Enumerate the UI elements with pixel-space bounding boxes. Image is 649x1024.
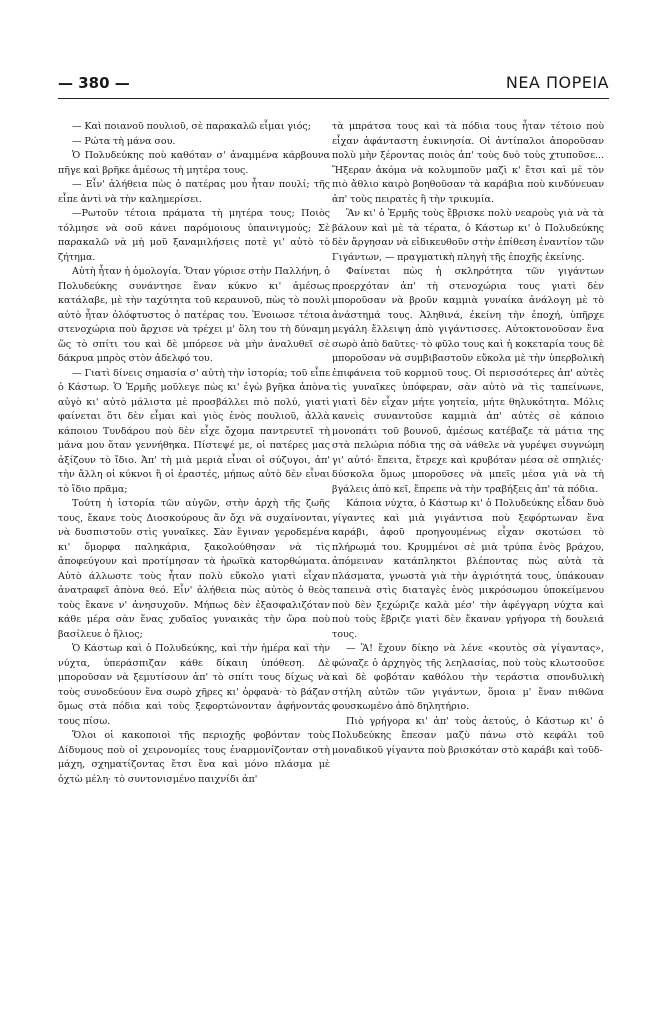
paragraph: — Ἂ! ἔχουν δίκηο νὰ λένε «κουτὸς σὰ γίγαντας», φώναζε ὁ ἀρχηγὸς τῆς λεηλασίας, ποὺ τοὺς κλωτσοῦσε καὶ δὲ φοβόταν καθόλου τὴν τεράστια σπονδυλικὴ στήλη αὐτῶν τῶν γιγάντων, ὅμοια μ' ἕναν πιθῶνα φουσκωμένο ἀπὸ δηλητήριο. bbox=[332, 643, 604, 712]
page-number: — 380 — bbox=[58, 74, 130, 92]
paragraph: Αὐτὴ ἦταν ἡ ὁμολογία. Ὅταν γύρισε στὴν Παλλήνη, ὁ Πολυδεύκης συνάντησε ἕναν κύκνο κι' ἀμέσως κατάλαβε, μὲ τὴν ταχύτητα τοῦ κεραυνοῦ, πὼς τὸ πουλὶ αὐτὸ ἦταν ὀλόφτυστος ὁ πατέρας του. Ἐνοιωσε τέτοια στενοχώρια ποὺ ἄρχισε νὰ τρέχει μ' ὅλη του τὴ δύναμη ὥς τὸ σπίτι του καὶ δὲ μπόρεσε νὰ μὴν ἀναλυθεῖ σὲ δάκρυα μπρὸς στὸν ἀδελφό του. bbox=[58, 266, 330, 364]
paragraph: Ὁ Πολυδεύκης ποὺ καθόταν σ' ἀναμμένα κάρβουνα πῆγε καὶ βρῆκε ἀμέσως τὴ μητέρα τους. bbox=[58, 150, 330, 176]
page-header bbox=[58, 72, 609, 99]
paragraph: —Ρωτοῦν τέτοια πράματα τὴ μητέρα τους; Ποιὸς τόλμησε νὰ σοῦ κάνει παρόμοιους ὑπαινιγμούς; Σὲ παρακαλῶ νὰ μὴ μοῦ ξαναμιλήσεις ποτὲ γι' αὐτὸ τὸ ζήτημα. bbox=[58, 208, 330, 263]
left-column bbox=[58, 120, 330, 787]
paragraph: Ὅλοι οἱ κακοποιοὶ τῆς περιοχῆς φοβόνταν τοὺς Δίδυμους ποὺ οἱ χειρονομίες τους ἐναρμονίζονταν στὴ μάχη, σχηματίζοντας ἔτσι ἕνα καὶ μόνο πλάσμα μὲ ὀχτὼ μέλη· τὸ συντονισμένο παιχνίδι ἀπ' bbox=[58, 730, 330, 785]
paragraph: Ὁ Κάστωρ καὶ ὁ Πολυδεύκης, καὶ τὴν ἡμέρα καὶ τὴν νύχτα, ὑπεράσπιζαν κάθε δίκαιη ὑπόθεση. Δὲ μποροῦσαν νὰ ξεμυτίσουν ἀπ' τὸ σπίτι τους δίχως νὰ τοὺς συνοδεύουν ἕνα σωρὸ χῆρες κι' ὀρφανὰ· τὸ βάζαν ὅμως στὰ πόδια καὶ τοὺς ξεφορτώνονταν ἀφήνοντάς τους πίσω. bbox=[58, 643, 330, 727]
paragraph: Ἂν κι' ὁ Ἑρμῆς τοὺς ἔβρισκε πολὺ νεαροὺς γιὰ νὰ τὰ βάλουν καὶ μὲ τὰ τέρατα, ὁ Κάστωρ κι' ὁ Πολυδεύκης δὲν ἄργησαν νὰ εἰδικευθοῦν στὴν ἐπίθεση ἐναντίον τῶν Γιγάντων, — πραγματικὴ πληγὴ τῆς ἐποχῆς ἐκείνης. bbox=[332, 208, 604, 263]
paragraph: — Ρώτα τὴ μάνα σου. bbox=[72, 135, 176, 147]
paragraph: Πιὸ γρήγορα κι' ἀπ' τοὺς ἀετούς, ὁ Κάστωρ κι' ὁ Πολυδεύκης ἔπεσαν μαζὺ πάνω στὸ κεφάλι τοῦ μοναδικοῦ γίγαντα ποὺ βρισκόταν στὸ καράβι καὶ τοῦδ- bbox=[332, 715, 604, 756]
paragraph: τὰ μπράτσα τους καὶ τὰ πόδια τους ἦταν τέτοιο ποὺ εἶχαν ἀφάνταστη ἐυκινησία. Οἱ ἀντίπαλοι ἀποροῦσαν πολὺ μὴν ξέροντας ποιὸς ἀπ' τοὺς δυὸ τοὺς χτυποῦσε... Ἤξεραν ἀκόμα νὰ κολυμποῦν μαζὶ κ' ἔτσι καὶ μὲ τὸν πιὸ ἄθλιο καιρὸ βοηθοῦσαν τὰ καράβια ποὺ κινδύνευαν ἀπ' τοὺς πειρατὲς ἢ τὴν τρικυμία. bbox=[332, 121, 604, 205]
paragraph: — Εἶν' ἀλήθεια πὼς ὁ πατέρας μου ἦταν πουλί; τῆς εἶπε ἀντὶ νὰ τὴν καλημερίσει. bbox=[58, 179, 330, 205]
paragraph: — Καὶ ποιανοῦ πουλιοῦ, σὲ παρακαλῶ εἶμαι γιός; bbox=[72, 121, 311, 132]
paragraph: Φαίνεται πὼς ἡ σκληρότητα τῶν γιγάντων προερχόταν ἀπ' τὴ στενοχώρια τους γιατὶ δὲν μποροῦσαν νὰ βροῦν καμμιὰ γυναίκα ἀνάλογη μὲ τὸ ἀνάστημά τους. Ἀληθινά, ἐκείνη τὴν ἐποχή, ὑπῆρχε μεγάλη ἔλλειψη ἀπὸ γιγάντισσες. Αὐτοκτονοῦσαν ἕνα σωρὸ ἀπὸ δαῦτες· τὸ φῦλο τους καὶ ἡ κοκεταρία τους δὲ μποροῦσαν νὰ συμβιβαστοῦν εὔκολα μὲ τὴν ὑπερβολικὴ ἐπιφάνεια τοῦ κορμιοῦ τους. Οἱ περισσότερες ἀπ' αὐτὲς τὶς γυναῖκες ὑπόφεραν, σὰν αὐτὸ νὰ τὶς ταπείνωνε, γιατὶ δὲν εἶχαν μήτε γοητεία, μήτε θηλυκότητα. Μόλις κανεὶς συναντοῦσε καμμιὰ ἀπ' αὐτὲς σὲ κάποιο μονοπάτι τοῦ βουνοῦ, ἀμέσως κατέβαζε τὰ μάτια της στὰ πελώρια πόδια της σὰ νάθελε νὰ γυρέψει συγνώμη γι' αὐτό· ἔπειτα, ἔτρεχε καὶ κρυβόταν μέσα σὲ σπηλιές· δύσκολα ὅμως μποροῦσες νὰ μπεῖς μέσα γιὰ νὰ τὴ βγάλεις ἀπὸ κεῖ, ἔπρεπε νὰ τὴν τραβήξεις ἀπ' τὰ πόδια. bbox=[332, 266, 604, 495]
paragraph: — Γιατὶ δίνεις σημασία σ' αὐτὴ τὴν ἱστορία; τοῦ εἶπε ὁ Κάστωρ. Ὁ Ἑρμῆς μοῦλεγε πὼς κι' ἐγὼ βγῆκα ἀπὸνα αὐγὸ κι' αὐτὸ μάλιστα μὲ προσβάλλει πιὸ πολύ, γιατὶ φαίνεται ὅτι δὲν εἶμαι καὶ γιὸς ἑνὸς πουλιοῦ, ἀλλὰ κάποιου Τυνδάρου ποὺ δὲν εἶχε ὄχομα παντρευτεῖ τὴ μάνα μου ὅταν γεννήθηκα. Πίστεψέ με, οἱ πατέρες μας ἀξίζουν τὸ ἴδιο. Ἀπ' τὴ μιὰ μεριὰ εἶναι οἱ σύζυγοι, ἀπ' τὴν ἄλλη οἱ κύκνοι ἢ οἱ ἐραστές, μήπως αὐτὸ δὲν εἶναι τὸ ἴδιο πρᾶμα; bbox=[58, 367, 330, 495]
paragraph: Τούτη ἡ ἱστορία τῶν αὐγῶν, στὴν ἀρχὴ τῆς ζωῆς τους, ἔκανε τοὺς Διοσκούρους ἄν ὄχι νὰ συχαίνονται, νὰ δυσπιστοῦν στὶς γυναῖκες. Σὰν ἔγιναν γεροδεμένα κι' ὄμορφα παληκάρια, ξακολούθησαν νὰ τὶς ἀποφεύγουν καὶ προτίμησαν τὰ ἡρωϊκὰ κατορθώματα. Αὐτὸ άλλωστε τοὺς ἦταν πολὺ εὔκολο γιατὶ εἶχαν ἀνατραφεῖ ἀπὸνα θεό. Εἶν' ἀλήθεια πὼς αὐτὸς ὁ θεὸς τοὺς ἔκανε ν' ἀνησυχοῦν. Μήπως δὲν ἐξασφαλιζόταν κάθε μέρα σὰν ἕνας χυδαῖος γυναικὰς τὴν ὥρα ποὺ βασίλευε ὁ ἥλιος; bbox=[58, 498, 330, 640]
right-column bbox=[332, 120, 604, 758]
journal-title: ΝΕΑ ΠΟΡΕΙΑ bbox=[505, 73, 609, 92]
paragraph: Κάποια νύχτα, ὁ Κάστωρ κι' ὁ Πολυδεύκης εἶδαν δυὸ γίγαντες καὶ μιὰ γιγάντισα ποὺ ξεφόρτωναν ἕνα καράβι, ἀφοῦ προηγουμένως εἶχαν σκοτώσει τὸ πλήρωμά του. Κρυμμένοι σὲ μιὰ τρύπα ἑνὸς βράχου, ἀπόμειναν κατάπληκτοι βλέποντας πὼς αὐτὰ τὰ πλάσματα, γνωστὰ γιὰ τὴν ἀγριότητά τους, ὑπάκουαν ταπεινὰ στὶς διαταγὲς ἑνὸς μικρόσωμου ὑποκείμενου ποὺ δὲν ξεχώριζε καλὰ μέσ' τὴν ἀφέγγαρη νύχτα καὶ ποὺ τοὺς ἔβριζε γιατὶ δὲν ἔκαναν γρήγορα τὴ δουλειά τους. bbox=[332, 498, 604, 640]
